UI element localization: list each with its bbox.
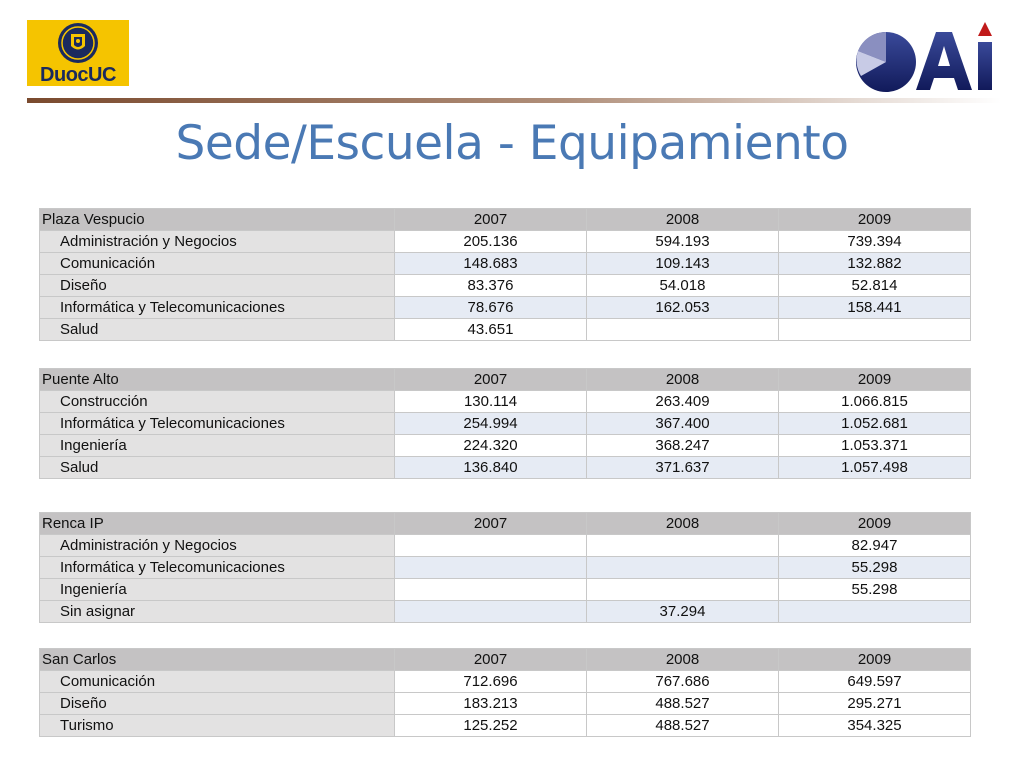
value-cell: 368.247: [587, 435, 779, 457]
escuela-label: Ingeniería: [40, 579, 395, 601]
value-cell: 43.651: [395, 319, 587, 341]
escuela-label: Construcción: [40, 391, 395, 413]
value-cell: [395, 557, 587, 579]
year-header: 2007: [395, 649, 587, 671]
escuela-label: Ingeniería: [40, 435, 395, 457]
table-row: [40, 319, 971, 341]
escuela-label: Administración y Negocios: [40, 231, 395, 253]
table-row: [40, 275, 971, 297]
value-cell: 488.527: [587, 693, 779, 715]
value-cell: 1.053.371: [779, 435, 971, 457]
crest-icon: [27, 20, 129, 66]
value-cell: 1.057.498: [779, 457, 971, 479]
year-header: 2009: [779, 513, 971, 535]
value-cell: 82.947: [779, 535, 971, 557]
sede-name: San Carlos: [40, 649, 395, 671]
value-cell: 162.053: [587, 297, 779, 319]
table-san-carlos: [39, 648, 971, 737]
escuela-label: Diseño: [40, 275, 395, 297]
value-cell: 132.882: [779, 253, 971, 275]
value-cell: [587, 535, 779, 557]
table-row: [40, 557, 971, 579]
value-cell: 1.066.815: [779, 391, 971, 413]
table-header-row: [40, 649, 971, 671]
value-cell: 594.193: [587, 231, 779, 253]
value-cell: [779, 319, 971, 341]
escuela-label: Administración y Negocios: [40, 535, 395, 557]
table-renca-ip: [39, 512, 971, 623]
value-cell: 78.676: [395, 297, 587, 319]
escuela-label: Sin asignar: [40, 601, 395, 623]
table-row: [40, 413, 971, 435]
escuela-label: Salud: [40, 457, 395, 479]
table-row: [40, 231, 971, 253]
escuela-label: Salud: [40, 319, 395, 341]
value-cell: 136.840: [395, 457, 587, 479]
value-cell: 649.597: [779, 671, 971, 693]
value-cell: [779, 601, 971, 623]
year-header: 2009: [779, 649, 971, 671]
value-cell: [395, 579, 587, 601]
value-cell: 263.409: [587, 391, 779, 413]
value-cell: 205.136: [395, 231, 587, 253]
value-cell: 83.376: [395, 275, 587, 297]
value-cell: 367.400: [587, 413, 779, 435]
table-puente-alto: [39, 368, 971, 479]
duocuc-wordmark: DuocUC: [40, 64, 116, 86]
value-cell: 109.143: [587, 253, 779, 275]
table-header-row: [40, 369, 971, 391]
table-row: [40, 601, 971, 623]
value-cell: 130.114: [395, 391, 587, 413]
sede-name: Renca IP: [40, 513, 395, 535]
value-cell: 254.994: [395, 413, 587, 435]
table-row: [40, 391, 971, 413]
value-cell: 224.320: [395, 435, 587, 457]
year-header: 2009: [779, 369, 971, 391]
value-cell: [587, 579, 779, 601]
table-row: [40, 693, 971, 715]
year-header: 2008: [587, 649, 779, 671]
oai-logo: [852, 18, 1004, 94]
table-header-row: [40, 209, 971, 231]
table-row: [40, 297, 971, 319]
duocuc-logo: [27, 20, 129, 86]
value-cell: 712.696: [395, 671, 587, 693]
header-divider: [27, 98, 1001, 103]
escuela-label: Informática y Telecomunicaciones: [40, 557, 395, 579]
escuela-label: Informática y Telecomunicaciones: [40, 413, 395, 435]
value-cell: [587, 319, 779, 341]
value-cell: 354.325: [779, 715, 971, 737]
value-cell: 183.213: [395, 693, 587, 715]
escuela-label: Comunicación: [40, 671, 395, 693]
value-cell: 54.018: [587, 275, 779, 297]
table-plaza-vespucio: [39, 208, 971, 341]
value-cell: [395, 601, 587, 623]
table-row: [40, 435, 971, 457]
year-header: 2009: [779, 209, 971, 231]
value-cell: 125.252: [395, 715, 587, 737]
year-header: 2007: [395, 209, 587, 231]
value-cell: 739.394: [779, 231, 971, 253]
value-cell: 55.298: [779, 579, 971, 601]
value-cell: 55.298: [779, 557, 971, 579]
value-cell: 767.686: [587, 671, 779, 693]
escuela-label: Informática y Telecomunicaciones: [40, 297, 395, 319]
value-cell: 37.294: [587, 601, 779, 623]
value-cell: [395, 535, 587, 557]
escuela-label: Diseño: [40, 693, 395, 715]
year-header: 2007: [395, 513, 587, 535]
value-cell: [587, 557, 779, 579]
table-header-row: [40, 513, 971, 535]
value-cell: 488.527: [587, 715, 779, 737]
table-row: [40, 715, 971, 737]
table-row: [40, 457, 971, 479]
sede-name: Plaza Vespucio: [40, 209, 395, 231]
year-header: 2008: [587, 513, 779, 535]
year-header: 2008: [587, 369, 779, 391]
table-row: [40, 671, 971, 693]
value-cell: 371.637: [587, 457, 779, 479]
value-cell: 52.814: [779, 275, 971, 297]
table-row: [40, 579, 971, 601]
year-header: 2007: [395, 369, 587, 391]
year-header: 2008: [587, 209, 779, 231]
value-cell: 295.271: [779, 693, 971, 715]
value-cell: 1.052.681: [779, 413, 971, 435]
table-row: [40, 253, 971, 275]
escuela-label: Comunicación: [40, 253, 395, 275]
sede-name: Puente Alto: [40, 369, 395, 391]
escuela-label: Turismo: [40, 715, 395, 737]
page-title: Sede/Escuela - Equipamiento: [175, 116, 849, 171]
value-cell: 158.441: [779, 297, 971, 319]
table-row: [40, 535, 971, 557]
value-cell: 148.683: [395, 253, 587, 275]
